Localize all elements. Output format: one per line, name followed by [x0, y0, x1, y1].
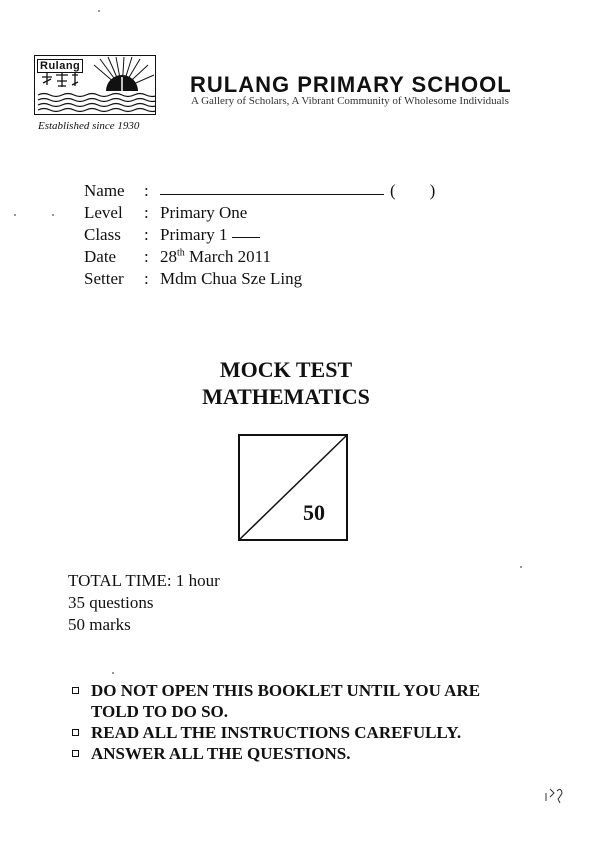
- total-time: TOTAL TIME: 1 hour: [68, 571, 220, 590]
- instruction-item: [72, 680, 521, 722]
- name-field[interactable]: [160, 180, 384, 195]
- date-label: Date: [84, 247, 117, 266]
- scan-speck: [98, 10, 100, 12]
- scan-speck: [112, 672, 114, 674]
- name-label: Name: [84, 181, 125, 200]
- level-label: Level: [84, 203, 123, 222]
- instruction-text: READ ALL THE INSTRUCTIONS CAREFULLY.: [91, 723, 462, 742]
- instruction-item: [72, 722, 521, 743]
- scan-speck: [520, 566, 522, 568]
- colon: :: [144, 181, 149, 200]
- marks-count: 50 marks: [68, 615, 131, 634]
- class-label: Class: [84, 225, 121, 244]
- date-suffix: th: [177, 247, 185, 259]
- scribble-icon: [543, 785, 565, 807]
- date-rest: March 2011: [189, 247, 272, 266]
- setter-row: [84, 268, 435, 290]
- school-name: RULANG PRIMARY SCHOOL: [190, 72, 512, 97]
- date-day: 28: [160, 247, 177, 266]
- class-value: Primary 1: [160, 225, 228, 244]
- logo-wordmark: Rulang: [37, 59, 83, 73]
- question-count: 35 questions: [68, 593, 154, 612]
- instruction-text: DO NOT OPEN THIS BOOKLET UNTIL YOU ARE TOLD TO DO SO.: [91, 681, 481, 721]
- register-number-field[interactable]: ( ): [390, 181, 436, 200]
- test-title: MOCK TEST: [219, 357, 353, 382]
- student-info-block: [84, 180, 435, 290]
- instructions-list: [72, 680, 521, 764]
- setter-label: Setter: [84, 269, 124, 288]
- score-box-frame: [238, 434, 348, 541]
- class-field[interactable]: [232, 224, 260, 238]
- bullet-icon: [72, 750, 79, 757]
- exam-details: [68, 570, 220, 636]
- scan-speck: [14, 214, 16, 216]
- score-box[interactable]: [238, 434, 348, 541]
- scan-speck: [52, 214, 54, 216]
- class-row: [84, 224, 435, 246]
- scan-corner-mark: [543, 785, 565, 810]
- subject-title: MATHEMATICS: [202, 384, 370, 409]
- school-tagline: A Gallery of Scholars, A Vibrant Community of Wholesome Individuals: [191, 95, 509, 107]
- bullet-icon: [72, 687, 79, 694]
- colon: :: [144, 225, 149, 244]
- setter-value: Mdm Chua Sze Ling: [160, 269, 303, 288]
- date-value: [160, 246, 271, 268]
- instruction-item: [72, 743, 521, 764]
- instruction-text: ANSWER ALL THE QUESTIONS.: [91, 744, 351, 763]
- total-marks-value: 50: [303, 500, 325, 525]
- colon: :: [144, 247, 149, 266]
- colon: :: [144, 203, 149, 222]
- established-text: Established since 1930: [38, 120, 140, 132]
- level-value: Primary One: [160, 203, 248, 222]
- colon: :: [144, 269, 149, 288]
- date-row: [84, 246, 435, 268]
- name-row: [84, 180, 435, 202]
- bullet-icon: [72, 729, 79, 736]
- level-row: [84, 202, 435, 224]
